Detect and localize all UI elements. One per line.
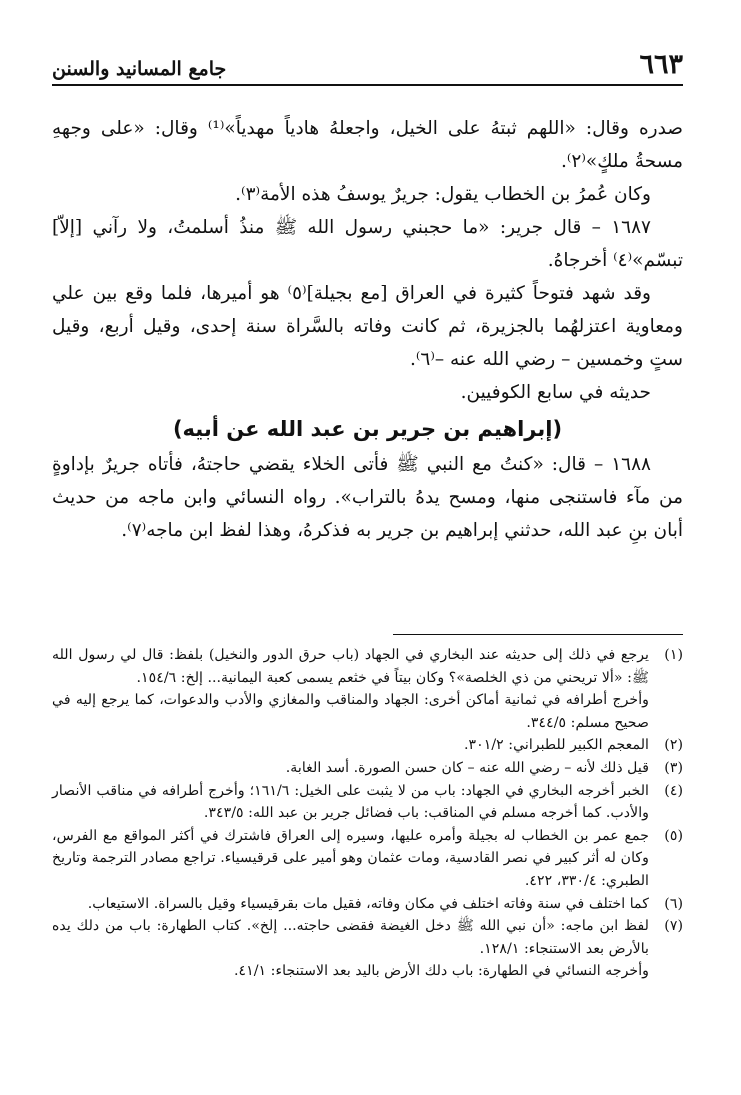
footnote-number: (٣) xyxy=(664,759,683,776)
footnote-text: كما اختلف في سنة وفاته اختلف في مكان وفاته، فقيل مات بقرقيسياء وقيل بالسراة. الاستيعاب. xyxy=(87,895,649,912)
page-number: ٦٦٣ xyxy=(639,49,683,80)
hadith-1688: ١٦٨٨ – قال: «كنتُ مع النبي ﷺ فأتى الخلاء يقضي حاجتهُ، فأتاه جريرٌ بإداوةٍ من مآء فاستنجى منها، ومسح يدهُ بالتراب». رواه النسائي وابن ماجه من حديث أبان بنِ عبد الله، حدثني إبراهيم بن جرير به فذكرهُ، وهذا لفظ ابن ماجه⁽٧⁾. xyxy=(52,454,683,541)
footnote-item xyxy=(52,757,683,780)
footnote-text: الخبر أخرجه البخاري في الجهاد: باب من لا يثبت على الخيل: ١٦١/٦؛ وأخرج أطرافه في مناقب الأنصار والأدب. كما أخرجه مسلم في المناقب: باب فضائل جرير بن عبد الله: ٣٤٣/٥. xyxy=(52,782,649,822)
footnote-text: لفظ ابن ماجه: «أن نبي الله ﷺ دخل الغيضة فقضى حاجته... إلخ». كتاب الطهارة: باب من دلك يده بالأرض بعد الاستنجاء: ١٢٨/١. xyxy=(52,918,649,957)
footnote-item xyxy=(52,825,683,893)
hadith-1687: ١٦٨٧ – قال جرير: «ما حجبني رسول الله ﷺ منذُ أسلمتُ، ولا رآني [إلاّ] تبسّم»⁽٤⁾ أخرجاهُ. xyxy=(52,217,683,271)
footnotes xyxy=(52,644,683,983)
footnote-text: المعجم الكبير للطبراني: ٣٠١/٢. xyxy=(464,737,649,754)
footnote-number: (٥) xyxy=(664,827,683,844)
footnote-number: (٦) xyxy=(664,895,683,912)
footnote-item xyxy=(52,780,683,825)
paragraph-1: صدره وقال: «اللهم ثبتهُ على الخيل، واجعلهُ هادياً مهدياً»⁽¹⁾ وقال: «على وجههِ مسحةُ ملكٍ»⁽٢⁾. xyxy=(52,118,683,172)
footnote-continuation: وأخرجه النسائي في الطهارة: باب دلك الأرض باليد بعد الاستنجاء: ٤١/١. xyxy=(233,963,649,980)
footnote-number: (٢) xyxy=(664,737,683,754)
footnote-text: قيل ذلك لأنه – رضي الله عنه – كان حسن الصورة. أسد الغابة. xyxy=(285,759,649,776)
footnote-number: (٧) xyxy=(664,918,683,935)
paragraph-4: وقد شهد فتوحاً كثيرة في العراق [مع بجيلة]⁽٥⁾ هو أميرها، فلما وقع بين علي ومعاوية اعتزلهُما بالجزيرة، ثم كانت وفاته بالسَّراة سنة إحدى، وقيل أربع، وقيل ستٍ وخمسين – رضي الله عنه –⁽٦⁾. xyxy=(52,283,683,370)
footnote-divider xyxy=(393,634,683,635)
footnote-item xyxy=(52,915,683,960)
footnote-number: (١) xyxy=(664,647,683,663)
main-text xyxy=(52,112,683,547)
footnote-item xyxy=(52,893,683,916)
paragraph-2: وكان عُمرُ بن الخطاب يقول: جريرٌ يوسفُ هذه الأمة⁽٣⁾. xyxy=(235,184,651,205)
book-title: جامع المسانيد والسنن xyxy=(52,58,227,80)
paragraph-5: حديثه في سابع الكوفيين. xyxy=(460,382,651,403)
footnote-text: جمع عمر بن الخطاب له بجيلة وأمره عليها، وسيره إلى العراق فاشترك في أكثر المواقع مع الفرس، وكان له أثر كبير في نصر القادسية، ومات عثمان وهو أمير على قرقيسياء. تراجع مصادر الترجمة وتاريخ الطبري: ٣٣٠/٤، ٤٢٢. xyxy=(52,827,649,889)
footnote-item xyxy=(52,644,683,689)
section-heading: (إبراهيم بن جرير بن عبد الله عن أبيه) xyxy=(172,417,563,441)
page-header xyxy=(52,40,683,86)
footnote-continuation: وأخرج أطرافه في ثمانية أماكن أخرى: الجهاد والمناقب والمغازي والأدب والدعوات، كما يرجع إليه في صحيح مسلم: ٣٤٤/٥. xyxy=(52,692,649,731)
footnote-item xyxy=(52,734,683,757)
footnote-text: يرجع في ذلك إلى حديثه عند البخاري في الجهاد (باب حرق الدور والنخيل) بلفظ: قال لي رسول الله ﷺ: «ألا تريحني من ذي الخلصة»؟ وكان بيتاً في خثعم يسمى كعبة اليمانية... إلخ: ١٥٤/٦. xyxy=(52,647,649,686)
footnote-number: (٤) xyxy=(664,782,683,799)
